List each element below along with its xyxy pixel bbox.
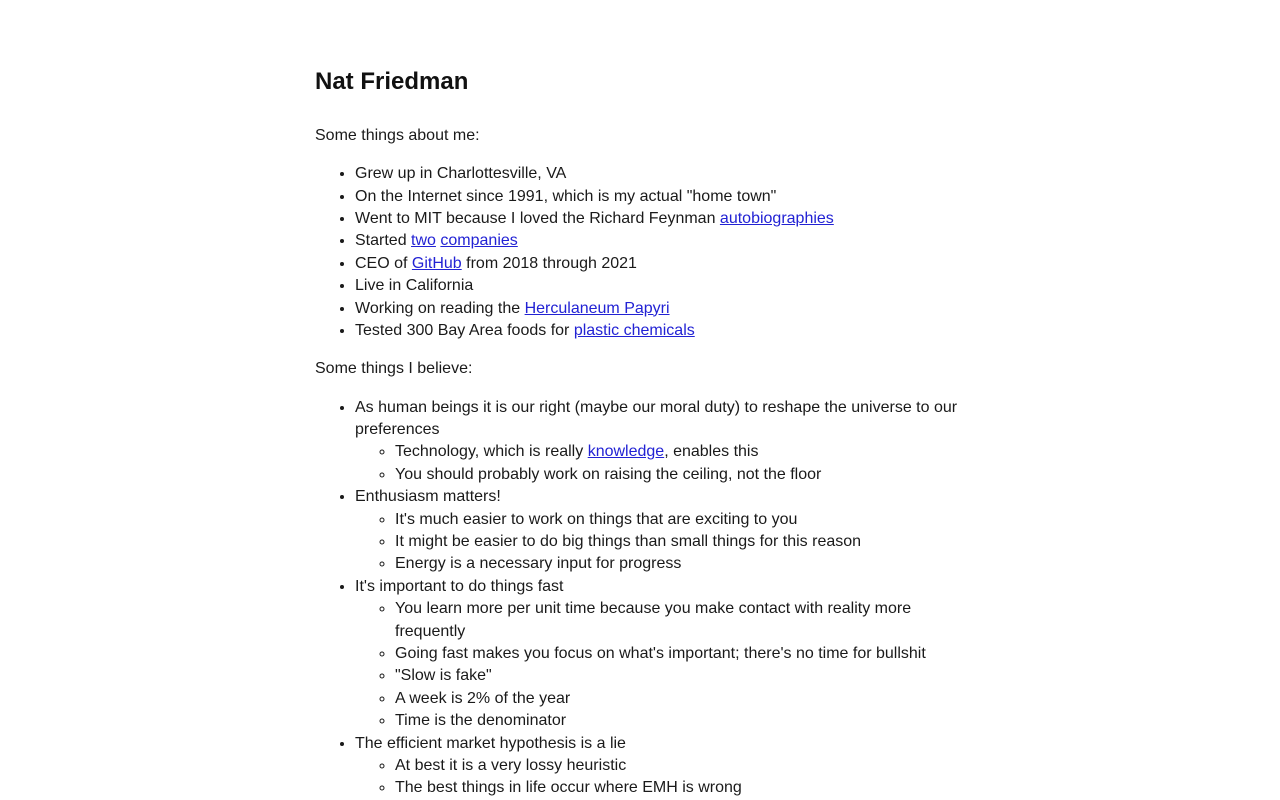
text-segment: Enthusiasm matters!: [355, 488, 501, 506]
text-segment: CEO of: [355, 254, 412, 272]
text-segment: Going fast makes you focus on what's important; there's no time for bullshit: [395, 645, 926, 662]
list-item: [355, 733, 965, 800]
text-segment: On the Internet since 1991, which is my actual "home town": [355, 187, 777, 205]
list-item: [355, 163, 965, 185]
list-item: [395, 710, 965, 732]
list-item: [355, 298, 965, 320]
text-segment: Time is the denominator: [395, 712, 567, 730]
about-heading: Some things about me:: [315, 126, 480, 144]
list-item: [395, 755, 965, 777]
sub-bullet-list: [355, 755, 965, 800]
link-herculaneum-papyri[interactable]: Herculaneum Papyri: [524, 299, 670, 317]
list-item: [395, 509, 965, 531]
believe-list-container: [315, 397, 965, 800]
list-item: [355, 397, 965, 487]
text-segment: , enables this: [664, 443, 759, 461]
sub-bullet-list: [355, 509, 965, 576]
list-item: [395, 553, 965, 575]
sub-bullet-list: [355, 441, 965, 486]
list-item: [395, 531, 965, 553]
believe-heading: Some things I believe:: [315, 360, 473, 378]
list-item: [355, 208, 965, 230]
page-title: Nat Friedman: [315, 68, 469, 95]
text-segment: The efficient market hypothesis is a lie: [355, 734, 626, 752]
text-segment: from 2018 through 2021: [461, 254, 637, 272]
text-segment: The best things in life occur where EMH is wrong: [395, 779, 742, 797]
list-item: [395, 598, 965, 643]
text-segment: Live in California: [355, 277, 474, 295]
text-segment: Tested 300 Bay Area foods for: [355, 321, 574, 339]
list-item: [395, 777, 965, 799]
text-segment: A week is 2% of the year: [395, 689, 571, 707]
text-segment: Started: [355, 232, 412, 250]
text-segment: Working on reading the: [355, 299, 525, 317]
text-segment: It might be easier to do big things than small things for this reason: [395, 533, 862, 551]
list-item: [395, 464, 965, 486]
list-item: [395, 665, 965, 687]
list-item: [355, 320, 965, 342]
link-autobiographies[interactable]: autobiographies: [719, 209, 834, 227]
text-segment: It's important to do things fast: [355, 577, 564, 595]
link-github[interactable]: GitHub: [411, 254, 462, 272]
text-segment: At best it is a very lossy heuristic: [395, 756, 627, 774]
list-item: [395, 643, 965, 665]
list-item: [355, 230, 965, 252]
link-two[interactable]: two: [411, 232, 436, 250]
text-segment: Energy is a necessary input for progress: [395, 555, 682, 573]
list-item: [355, 253, 965, 275]
bullet-list: [315, 163, 965, 342]
text-segment: "Slow is fake": [395, 667, 492, 685]
list-item: [355, 576, 965, 733]
page-content: [315, 0, 965, 800]
list-item: [355, 486, 965, 576]
link-plastic-chemicals[interactable]: plastic chemicals: [573, 321, 695, 339]
text-segment: Technology, which is really: [395, 443, 588, 461]
text-segment: As human beings it is our right (maybe our moral duty) to reshape the universe to our preferences: [355, 398, 958, 439]
list-item: [395, 688, 965, 710]
list-item: [355, 275, 965, 297]
link-knowledge[interactable]: knowledge: [587, 443, 665, 461]
text-segment: You learn more per unit time because you make contact with reality more frequently: [395, 600, 912, 640]
text-segment: Grew up in Charlottesville, VA: [355, 165, 567, 183]
text-segment: Went to MIT because I loved the Richard Feynman: [355, 209, 720, 227]
text-segment: It's much easier to work on things that are exciting to you: [395, 510, 798, 528]
sub-bullet-list: [355, 598, 965, 732]
bullet-list: [315, 397, 965, 800]
text-segment: You should probably work on raising the ceiling, not the floor: [395, 465, 822, 483]
list-item: [395, 441, 965, 463]
link-companies[interactable]: companies: [440, 232, 518, 250]
list-item: [355, 186, 965, 208]
about-list-container: [315, 163, 965, 342]
